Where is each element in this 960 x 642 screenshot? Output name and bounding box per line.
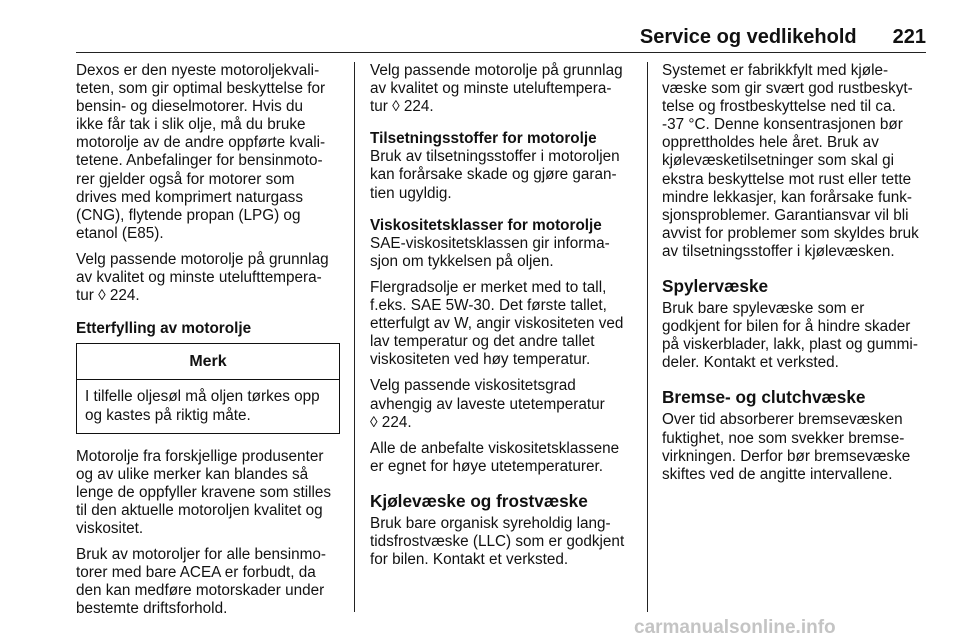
column-1 [76, 62, 340, 626]
text-line: bensin- og dieselmotorer. Hvis du [76, 98, 304, 116]
text-line: Velg passende viskositetsgrad [370, 377, 576, 395]
text-line: Over tid absorberer bremsevæsken [662, 411, 903, 429]
subheading: Tilsetningsstoffer for motorolje [370, 130, 597, 148]
watermark: carmanualsonline.info [634, 617, 836, 638]
text-line: tien ugyldig. [370, 184, 452, 202]
text-line: Bruk bare organisk syreholdig lang- [370, 514, 611, 532]
text-line: (CNG), flytende propan (LPG) og [76, 206, 301, 224]
text-line: av tilsetningsstoffer i kjølevæsken. [662, 242, 895, 260]
text-line: etterfulgt av W, angir viskositeten ved [370, 315, 624, 333]
text-line: på viskerblader, lakk, plast og gummi- [662, 336, 918, 354]
page-number: 221 [892, 26, 926, 48]
text-line: av kvalitet og minste utelufttempera- [76, 269, 322, 287]
text-line: og av ulike merker kan blandes så [76, 465, 309, 483]
text-line: teten, som gir optimal beskyttelse for [76, 80, 326, 98]
paragraph [370, 440, 634, 476]
cross-reference[interactable]: tur ◊ 224. [370, 98, 434, 116]
text-line: lav temperatur og det andre tallet [370, 333, 595, 351]
text-line: drives med komprimert naturgass [76, 188, 303, 206]
text-line: etanol (E85). [76, 224, 164, 242]
text-line: av kvalitet og minste uteluftempera- [370, 80, 612, 98]
paragraph [76, 546, 340, 618]
paragraph [76, 62, 340, 243]
text-line: torer med bare ACEA er forbudt, da [76, 564, 316, 582]
header-divider [76, 52, 926, 53]
text-line: mindre lekkasjer, kan forårsake funk- [662, 188, 912, 206]
text-line: væske som gir svært god rustbeskyt- [662, 80, 913, 98]
paragraph [370, 279, 634, 369]
text-line: motorolje av de andre oppførte kvali- [76, 134, 326, 152]
text-line: er egnet for høye utetemperaturer. [370, 457, 603, 475]
cross-reference[interactable]: tur ◊ 224. [76, 287, 140, 305]
text-line: den kan medføre motorskader under [76, 582, 325, 600]
text-line: kjølevæsketilsetninger som skal gi [662, 152, 895, 170]
text-line: kan forårsake skade og gjøre garan- [370, 166, 617, 184]
paragraph [370, 515, 634, 569]
text-line: viskositeten ved høy temperatur. [370, 351, 591, 369]
text-line: sjonsproblemer. Garantiansvar vil bli [662, 206, 909, 224]
paragraph [76, 448, 340, 538]
text-line: tidsfrostvæske (LLC) som er godkjent [370, 532, 625, 550]
text-line: opprettholdes hele året. Bruk av [662, 134, 879, 152]
column-3 [662, 62, 926, 492]
text-line: godkjent for bilen for å hindre skader [662, 318, 911, 336]
text-line: til den aktuelle motoroljen kvalitet og [76, 501, 323, 519]
text-line: for bilen. Kontakt et verksted. [370, 551, 569, 569]
text-line: avhengig av laveste utetemperatur [370, 395, 605, 413]
text-line: og kastes på riktig måte. [85, 406, 251, 424]
text-line: ekstra beskyttelse mot rust eller tette [662, 170, 912, 188]
text-line: Flergradsolje er merket med to tall, [370, 278, 607, 296]
text-line: fuktighet, noe som svekker bremse- [662, 429, 905, 447]
text-line: Bruk bare spylevæske som er [662, 300, 865, 318]
text-line: rer gjelder også for motorer som [76, 170, 295, 188]
text-line: -37 °C. Denne konsentrasjonen bør [662, 116, 903, 134]
text-line: skiftes ved de angitte intervallene. [662, 465, 893, 483]
text-line: avvist for problemer som skyldes bruk [662, 224, 919, 242]
text-line: Dexos er den nyeste motoroljekvali- [76, 62, 320, 79]
section-title: Service og vedlikehold [639, 26, 857, 48]
text-line: f.eks. SAE 5W-30. Det første tallet, [370, 297, 607, 315]
column-divider-1 [354, 62, 355, 612]
paragraph [662, 300, 926, 372]
text-line: Motorolje fra forskjellige produsenter [76, 447, 324, 465]
text-line: telse og frostbeskyttelse ned til ca. [662, 98, 896, 116]
column-2 [370, 62, 634, 577]
paragraph [370, 377, 634, 431]
subheading: Viskositetsklasser for motorolje [370, 216, 602, 234]
text-line: virkningen. Derfor bør bremsevæske [662, 447, 911, 465]
paragraph [370, 148, 634, 202]
subheading: Etterfylling av motorolje [76, 320, 252, 338]
text-line: Bruk av tilsetningsstoffer i motoroljen [370, 148, 620, 166]
text-line: Velg passende motorolje på grunnlag [370, 62, 623, 79]
note-body [77, 380, 339, 432]
cross-reference[interactable]: ◊ 224. [370, 413, 412, 431]
page-header [76, 26, 926, 52]
text-line: I tilfelle oljesøl må oljen tørkes opp [85, 388, 320, 406]
text-line: ikke får tak i slik olje, må du bruke [76, 116, 306, 134]
note-box [76, 343, 340, 433]
paragraph [662, 411, 926, 483]
text-line: bestemte driftsforhold. [76, 600, 228, 618]
text-line: Bruk av motoroljer for alle bensinmo- [76, 546, 326, 564]
paragraph [370, 62, 634, 116]
column-divider-2 [647, 62, 648, 612]
text-line: deler. Kontakt et verksted. [662, 354, 839, 372]
paragraph [76, 251, 340, 305]
paragraph [370, 235, 634, 271]
text-line: tetene. Anbefalinger for bensinmoto- [76, 152, 323, 170]
text-line: SAE-viskositetsklassen gir informa- [370, 234, 610, 252]
section-heading: Bremse- og clutchvæske [662, 387, 866, 408]
section-heading: Spylervæske [662, 276, 769, 297]
text-line: Velg passende motorolje på grunnlag [76, 250, 329, 268]
text-line: lenge de oppfyller kravene som stilles [76, 483, 332, 501]
text-line: Systemet er fabrikkfylt med kjøle- [662, 62, 889, 79]
note-title: Merk [77, 344, 339, 380]
text-line: Alle de anbefalte viskositetsklassene [370, 439, 620, 457]
section-heading: Kjølevæske og frostvæske [370, 490, 588, 511]
text-line: viskositet. [76, 519, 144, 537]
text-line: sjon om tykkelsen på oljen. [370, 252, 554, 270]
paragraph [662, 62, 926, 261]
